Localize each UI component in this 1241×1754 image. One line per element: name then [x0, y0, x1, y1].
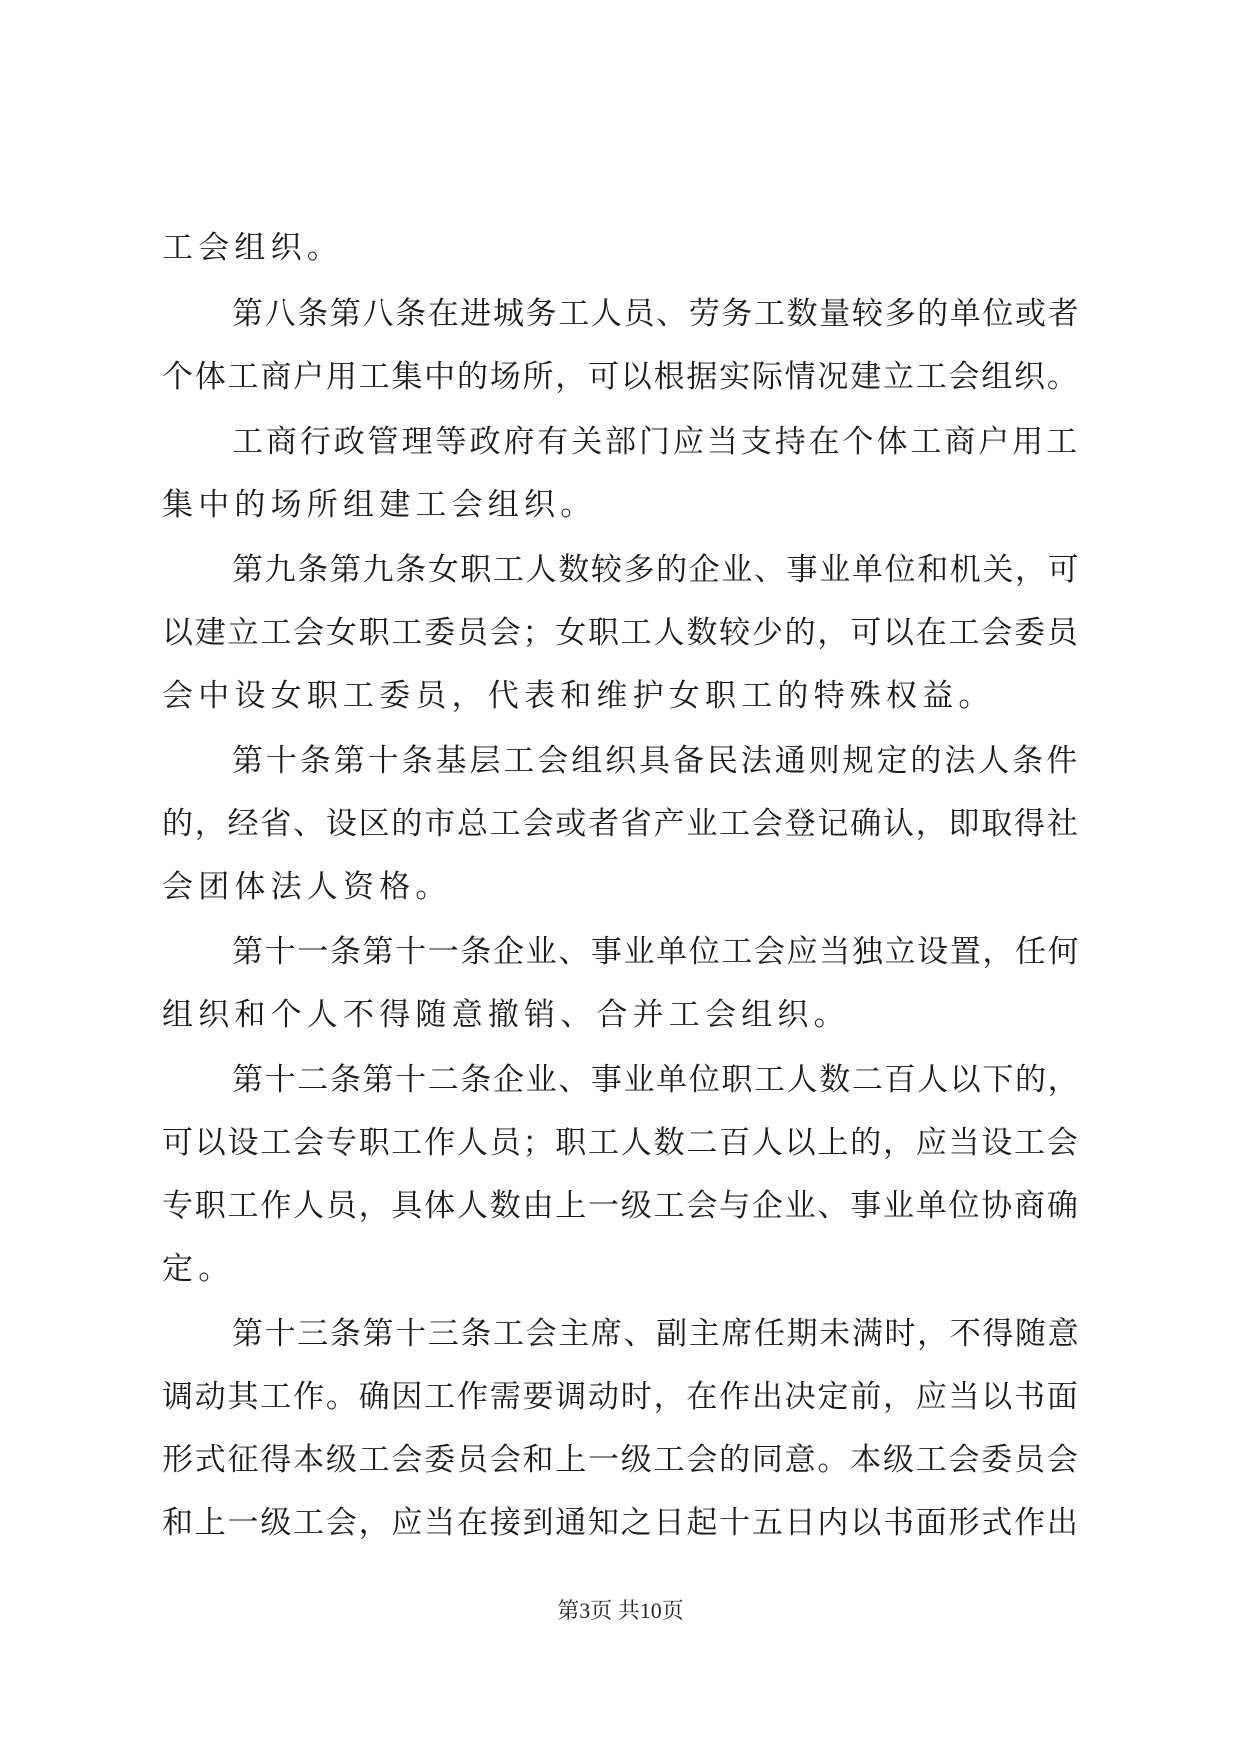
text-line: 专职工作人员，具体人数由上一级工会与企业、事业单位协商确: [162, 1188, 1080, 1224]
text-line: 第十二条第十二条企业、事业单位职工人数二百人以下的，: [232, 1062, 1081, 1098]
text-line: 第十一条第十一条企业、事业单位工会应当独立设置，任何: [232, 934, 1081, 970]
text-line: 工会组织。: [162, 230, 343, 266]
text-line: 工商行政管理等政府有关部门应当支持在个体工商户用工: [232, 424, 1080, 460]
text-line: 可以设工会专职工作人员；职工人数二百人以上的，应当设工会: [162, 1125, 1080, 1161]
text-line: 和上一级工会，应当在接到通知之日起十五日内以书面形式作出: [162, 1505, 1080, 1541]
text-line: 集中的场所组建工会组织。: [162, 487, 597, 523]
text-line: 会团体法人资格。: [162, 869, 452, 905]
text-line: 会中设女职工委员，代表和维护女职工的特殊权益。: [162, 678, 995, 714]
text-line: 第九条第九条女职工人数较多的企业、事业单位和机关，可: [232, 552, 1081, 588]
text-line: 第十条第十条基层工会组织具备民法通则规定的法人条件: [232, 743, 1080, 779]
text-line: 个体工商户用工集中的场所，可以根据实际情况建立工会组织。: [162, 359, 1080, 395]
text-line: 第八条第八条在进城务工人员、劳务工数量较多的单位或者: [232, 296, 1081, 332]
text-line: 组织和个人不得随意撤销、合并工会组织。: [162, 997, 850, 1033]
text-line: 第十三条第十三条工会主席、副主席任期未满时，不得随意: [232, 1316, 1081, 1352]
text-line: 形式征得本级工会委员会和上一级工会的同意。本级工会委员会: [162, 1442, 1080, 1478]
text-line: 以建立工会女职工委员会；女职工人数较少的，可以在工会委员: [162, 615, 1080, 651]
text-line: 的，经省、设区的市总工会或者省产业工会登记确认，即取得社: [162, 806, 1080, 842]
text-line: 调动其工作。确因工作需要调动时，在作出决定前，应当以书面: [162, 1379, 1080, 1415]
page-number-footer: 第3页 共10页: [557, 1598, 684, 1623]
text-line: 定。: [162, 1251, 235, 1287]
